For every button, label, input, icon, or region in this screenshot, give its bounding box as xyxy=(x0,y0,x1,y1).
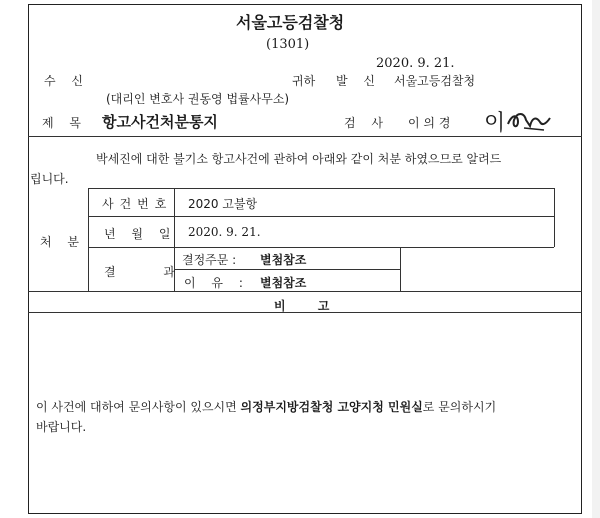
divider-subject xyxy=(28,136,582,137)
table-row-line-2 xyxy=(88,247,554,248)
subject-value: 항고사건처분통지 xyxy=(102,113,218,131)
sender-label: 발 신 xyxy=(336,74,381,88)
agency-title: 서울고등검찰청 xyxy=(236,13,345,32)
decision-value: 별첨참조 xyxy=(260,253,307,267)
case-no-label: 사건번호 xyxy=(102,197,173,211)
date-label: 년 월 일 xyxy=(104,227,177,241)
table-row-line-1 xyxy=(88,216,554,217)
footer-line-2: 바랍니다. xyxy=(36,420,87,434)
decision-label: 결정주문 : xyxy=(182,253,237,267)
reason-label: 이 유 : xyxy=(184,276,249,290)
table-result-split xyxy=(174,269,400,270)
agency-code: (1301) xyxy=(266,37,310,52)
footer-line-1 xyxy=(36,398,496,415)
table-col-line-right xyxy=(554,188,555,247)
case-no-value: 2020 고불항 xyxy=(188,197,258,211)
remarks-label: 비 고 xyxy=(274,299,344,313)
disposition-label: 처 분 xyxy=(40,235,85,249)
table-top-line xyxy=(88,188,554,189)
footer-prefix: 이 사건에 대하여 문의사항이 있으시면 xyxy=(36,400,241,414)
date-value: 2020. 9. 21. xyxy=(188,225,261,239)
signature-glyph: 이 xyxy=(484,111,506,136)
intro-line-2: 립니다. xyxy=(30,172,69,186)
prosecutor-name: 이 의 경 xyxy=(408,116,451,130)
document-date: 2020. 9. 21. xyxy=(376,56,455,71)
prosecutor-signature xyxy=(484,108,556,136)
table-col-line-1 xyxy=(88,188,89,291)
result-label: 결 과 xyxy=(104,265,197,279)
table-bottom-line xyxy=(28,291,582,292)
prosecutor-label: 검 사 xyxy=(344,116,389,130)
recipient-label: 수 신 xyxy=(44,74,89,88)
remarks-divider xyxy=(28,312,582,313)
signature-scribble-icon xyxy=(484,108,556,136)
reason-value: 별첨참조 xyxy=(260,276,307,290)
recipient-value: (대리인 변호사 권동영 법률사무소) xyxy=(106,92,290,106)
sender-value: 서울고등검찰청 xyxy=(394,74,476,88)
subject-label: 제 목 xyxy=(42,116,87,130)
footer-office: 의정부지방검찰청 고양지청 민원실 xyxy=(240,400,423,414)
recipient-honorific: 귀하 xyxy=(292,74,316,88)
table-col-line-result xyxy=(400,247,401,291)
footer-suffix: 로 문의하시기 xyxy=(422,400,497,414)
scan-edge xyxy=(592,0,600,518)
intro-line-1: 박세진에 대한 불기소 항고사건에 관하여 아래와 같이 처분 하였으므로 알려드 xyxy=(96,152,502,166)
